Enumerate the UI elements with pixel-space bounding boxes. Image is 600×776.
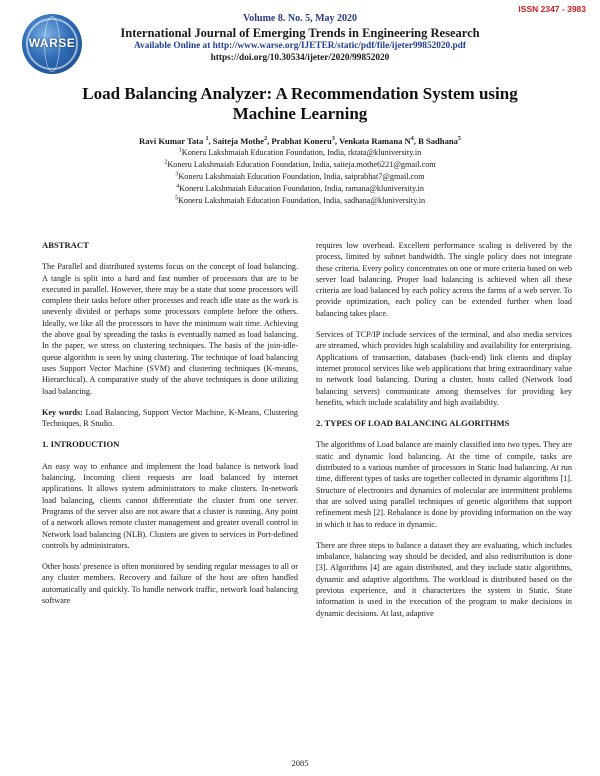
journal-header (0, 0, 600, 76)
affiliation-text: Koneru Lakshmaiah Education Foundation, India, saiteja.mothe6221@gmail.com (167, 160, 436, 169)
affiliation (0, 172, 600, 181)
affiliation-sup: 4 (176, 183, 180, 190)
introduction-heading: 1. INTRODUCTION (42, 439, 120, 450)
introduction-paragraph: Other hosts' presence is often monitored by sending regular messages to all or any cluster members. Recovery and failure of the host are often handled automatically and quickly. To handle network traffic, network load balancing software (42, 562, 298, 606)
paper-title (60, 84, 540, 124)
affiliation-text: Koneru Lakshmaiah Education Foundation, India, rktata@kluniversity.in (181, 148, 422, 157)
author-sup: 3 (331, 136, 335, 143)
affiliation-sup: 3 (175, 171, 179, 178)
doi-link[interactable]: https://doi.org/10.30534/ijeter/2020/99852020 (210, 53, 390, 63)
author-list (0, 136, 600, 146)
abstract-heading: ABSTRACT (42, 240, 89, 250)
right-column (316, 240, 572, 629)
journal-title: International Journal of Emerging Trends in Engineering Research (120, 26, 480, 40)
affiliation-text: Koneru Lakshmaiah Education Foundation, India, saiprabhat7@gmail.com (178, 172, 425, 181)
volume-info: Volume 8. No. 5, May 2020 (242, 13, 358, 24)
issn: ISSN 2347 - 3983 (518, 4, 586, 14)
body-paragraph: Services of TCP/IP include services of the terminal, and also media services are streamed, which provides high scalability and availability for enterprising. Applications of transaction, databases (back-end) link clients and display internet protocol services like web applications that bring extraordinary value to network load balancing. During a cluster, hosts called (Network load balancing servers) communicate among themselves for providing key benefits, which include scalability and high availability. (316, 330, 572, 407)
body-paragraph: There are three steps to balance a dataset they are evaluating, which includes imbalance, balancing way should be decided, and also redistribution is done [3]. Algorithms [4] are again distributed, and they include static algorithms, dynamic and adaptive algorithms. The workload is distributed based on the previous experience, and it characterizes the system in Static. State information is used in the execution of the program to make decisions in dynamic decisions. At last, adaptive (316, 540, 572, 618)
author-sep: , (267, 136, 272, 146)
affiliation-text: Koneru Lakshmaiah Education Foundation, India, sadhana@kluniversity.in (177, 196, 426, 205)
author: Saiteja Mothe (212, 136, 265, 146)
body-paragraph: The algorithms of Load balance are mainly classified into two types. They are static and dynamic load balancing. At the time of compile, tasks are distributed to a various number of processors in Static load balancing. At run time, different types of tasks are together collected in dynamic algorithms [1]. Structure of electronics and dynamics of molecular are intermittent problems that are solved using parallel techniques of genetic algorithms that support refinement mesh [2]. Rebalance is done by providing information on the way in which it has to reduce in dynamic. (316, 440, 572, 529)
left-column (42, 240, 298, 616)
affiliation (0, 196, 600, 205)
affiliation (0, 184, 600, 193)
author: Venkata Ramana N (338, 136, 411, 146)
author-sup: 1 (205, 136, 209, 143)
author-sup: 4 (410, 136, 414, 143)
logo-text: WARSE (28, 36, 76, 50)
affiliation-sup: 5 (174, 195, 178, 202)
author-sup: 2 (264, 136, 268, 143)
keywords-label: Key words: (42, 407, 83, 417)
abstract-paragraph: The Parallel and distributed systems focus on the concept of load balancing. A tangle is split into a hard and fast number of processors that are to be executed in parallel. However, there may be a state that some processors will complete their tasks before other processes and reach idle state as the work is unevenly divided or perhaps some processors complete before the others. Ideally, we like all the processors to have the minimum wait time. Achieving the above goal by spreading the tasks is eventually named as load balancing. In the paper, we stress on clustering techniques. The basis of the join-idle-queue algorithm is seen by using clustering. The technique of load balancing uses Support Vector Machine (SVM) and clustering techniques (K-means, Hierarchical). A comparative study of the above techniques is done utilizing load balancing. (42, 262, 298, 396)
body-paragraph: requires low overhead. Excellent performance scaling is delivered by the process, limited by subnet bandwidth. The single policy does not integrate these criteria. Every policy concentrates on one or more criteria based on web server load balancing. Proper load balancing is achieved when all these criteria are load balanced by each policy across the farms of a web server. To provide optimization, each policy can be extended further when load balancing takes place. (316, 241, 572, 318)
affiliation (0, 160, 600, 169)
author-sup: 5 (457, 136, 461, 143)
page-number: 2085 (291, 758, 309, 768)
affiliation-text: Koneru Lakshmaiah Education Foundation, India, ramana@kluniversity.in (179, 184, 424, 193)
author: Ravi Kumar Tata (139, 136, 206, 146)
available-online-link[interactable]: Available Online at http://www.warse.org/IJETER/static/pdf/file/ijeter99852020.pdf (134, 41, 466, 51)
introduction-paragraph: An easy way to enhance and implement the load balance is network load balancing. Incoming client requests are load balanced by internet applications. It allows system administrators to make clusters. In-network load balancing, clients cannot differentiate the cluster from one server. Programs of the server also are not aware that a cluster is running. Any point of a network allows remote cluster management and greater overall control in Network load balancing (NLB). Clusters are given to services in Port-defined controls by administrators. (42, 461, 298, 550)
keywords-text: Load Balancing, Support Vector Machine, K-Means, Clustering Techniques, R Studio. (42, 407, 299, 429)
title-line-1: Load Balancing Analyzer: A Recommendation System using (82, 84, 518, 103)
affiliation-sup: 2 (164, 159, 168, 166)
affiliation-sup: 1 (178, 147, 182, 154)
author-sep: , (334, 136, 339, 146)
author-sep: , (208, 136, 213, 146)
author: B Sadhana (418, 136, 458, 146)
affiliation (0, 148, 600, 157)
author: Prabhat Koneru (271, 136, 332, 146)
keywords-paragraph (42, 407, 298, 430)
author-sep: , (413, 136, 419, 146)
types-heading: 2. TYPES OF LOAD BALANCING ALGORITHMS (316, 418, 510, 429)
title-line-2: Machine Learning (232, 104, 368, 123)
